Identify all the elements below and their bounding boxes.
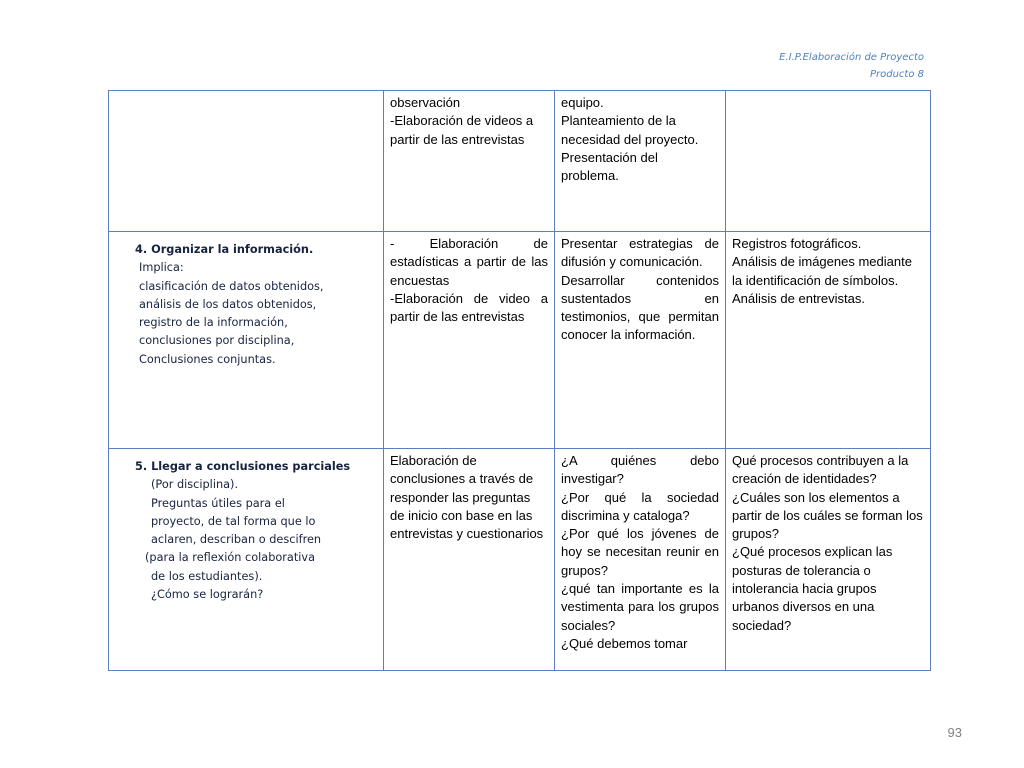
cell-line: Presentación del problema. bbox=[561, 149, 658, 184]
cell-line: Registros fotográficos. bbox=[732, 236, 862, 251]
stage-line: Conclusiones conjuntas. bbox=[139, 352, 276, 366]
table-row bbox=[109, 91, 931, 232]
stage-line: aclaren, describan o descifren bbox=[151, 533, 322, 547]
stage-line: Preguntas útiles para el bbox=[151, 496, 285, 510]
header-project-title: E.I.P.Elaboración de Proyecto bbox=[779, 52, 924, 63]
table-cell-activities bbox=[384, 91, 555, 232]
cell-line: -Elaboración de videos a partir de las entrevistas bbox=[390, 113, 534, 147]
cell-line: Análisis de imágenes mediante la identificación de símbolos. bbox=[732, 254, 912, 288]
table-cell-evidence bbox=[726, 91, 931, 232]
cell-line: Elaboración de conclusiones a través de responder las preguntas de inicio con base en las entrevistas y cuestionarios bbox=[390, 453, 544, 542]
cell-line: - Elaboración de estadísticas a partir de las encuestas bbox=[390, 236, 548, 288]
stage-line: conclusiones por disciplina, bbox=[139, 334, 295, 348]
stage-line: Implica: bbox=[139, 261, 184, 275]
stage-heading: 4. Organizar la información. bbox=[135, 243, 314, 256]
table-cell-activities bbox=[384, 232, 555, 449]
stage-line: (para la reflexión colaborativa bbox=[145, 551, 316, 565]
stage-line: registro de la información, bbox=[139, 316, 288, 330]
cell-line: Planteamiento de la necesidad del proyecto. bbox=[561, 113, 699, 147]
stage-line: análisis de los datos obtenidos, bbox=[139, 297, 317, 311]
cell-line: Presentar estrategias de difusión y comunicación. bbox=[561, 236, 719, 270]
stage-line: de los estudiantes). bbox=[151, 569, 263, 583]
cell-line: ¿Por qué la sociedad discrimina y cataloga? bbox=[561, 489, 719, 523]
table-cell-strategies bbox=[555, 232, 726, 449]
table-cell-evidence bbox=[726, 232, 931, 449]
cell-line: ¿Qué procesos explican las posturas de tolerancia o intolerancia hacia grupos urbanos diversos en una sociedad? bbox=[732, 544, 893, 633]
cell-line: ¿qué tan importante es la vestimenta para los grupos sociales? bbox=[561, 581, 719, 633]
project-table bbox=[108, 90, 931, 671]
header-product-label: Producto 8 bbox=[869, 69, 924, 80]
cell-line: Análisis de entrevistas. bbox=[732, 290, 865, 306]
table-cell-evidence bbox=[726, 449, 931, 671]
table-cell-stage bbox=[109, 91, 384, 232]
page-number: 93 bbox=[947, 725, 962, 740]
cell-line: ¿Qué debemos tomar bbox=[561, 635, 688, 651]
cell-line: observación bbox=[390, 95, 461, 110]
stage-heading: 5. Llegar a conclusiones parciales bbox=[135, 460, 351, 473]
table-cell-stage bbox=[109, 449, 384, 671]
cell-line: equipo. bbox=[561, 95, 604, 110]
cell-line: ¿A quiénes debo investigar? bbox=[561, 453, 719, 487]
table-row bbox=[109, 449, 931, 671]
stage-line: proyecto, de tal forma que lo bbox=[151, 514, 316, 528]
table-cell-activities bbox=[384, 449, 555, 671]
table-row bbox=[109, 232, 931, 449]
stage-line: (Por disciplina). bbox=[151, 478, 239, 492]
table-cell-questions bbox=[555, 449, 726, 671]
cell-line: -Elaboración de video a partir de las entrevistas bbox=[390, 290, 548, 325]
cell-line: ¿Por qué los jóvenes de hoy se necesitan reunir en grupos? bbox=[561, 526, 719, 578]
cell-line: Qué procesos contribuyen a la creación de identidades? bbox=[732, 453, 909, 487]
cell-line: ¿Cuáles son los elementos a partir de los cuáles se forman los grupos? bbox=[732, 489, 923, 542]
stage-line: clasificación de datos obtenidos, bbox=[139, 279, 324, 293]
table-cell-strategies bbox=[555, 91, 726, 232]
table-cell-stage bbox=[109, 232, 384, 449]
cell-line: Desarrollar contenidos sustentados en testimonios, que permitan conocer la información. bbox=[561, 272, 719, 343]
stage-line: ¿Cómo se lograrán? bbox=[151, 588, 264, 602]
